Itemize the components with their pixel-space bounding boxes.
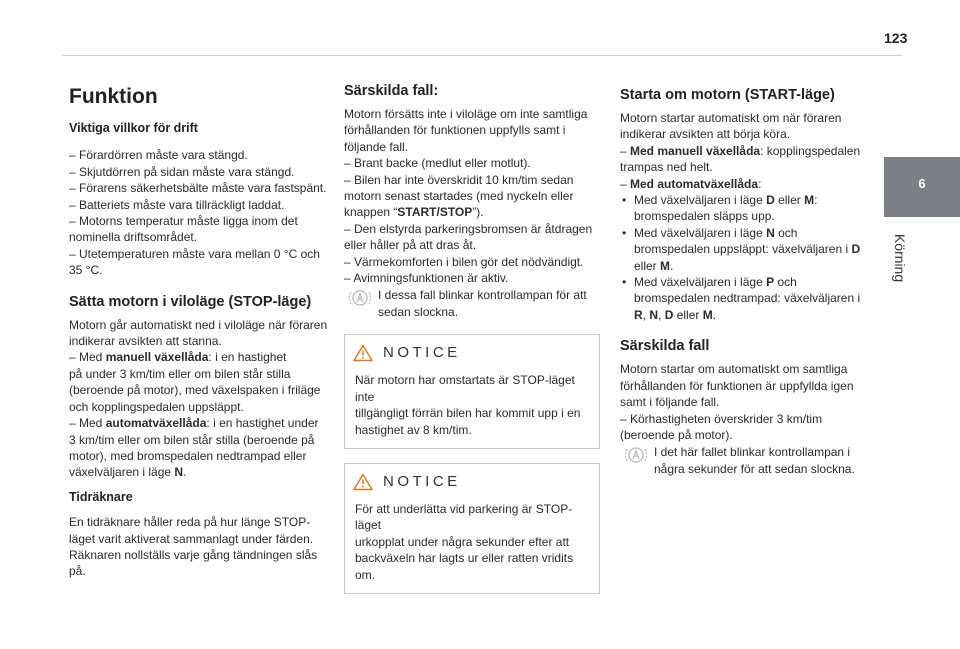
stop-auto-line: – Med automatväxellåda: i en hastighet under: [69, 416, 319, 431]
condition-line: – Förardörren måste vara stängd.: [69, 148, 248, 163]
condition-line: – Batteriets måste vara tillräckligt laddat.: [69, 197, 285, 212]
condition-line: – Motorns temperatur måste ligga inom det: [69, 214, 298, 229]
stop-auto-line: 3 km/tim eller om bilen står stilla (beroende på: [69, 432, 315, 447]
condition-line: – Skjutdörren på sidan måste vara stängd.: [69, 164, 295, 179]
warning-triangle-icon: [353, 473, 373, 491]
notice-box-1: NOTICE När motorn har omstartats är STOP-läget inte tillgängligt förrän bilen har kommit upp i en hastighet av 8 km/tim.: [344, 334, 600, 449]
chapter-label: Körning: [891, 233, 908, 283]
conditions-heading: Viktiga villkor för drift: [69, 121, 198, 135]
condition-line: nominella driftsområdet.: [69, 230, 198, 245]
bullet-item: • Med växelväljaren i läge D eller M:: [620, 192, 865, 208]
stop-manual-line: – Med manuell växellåda: i en hastighet: [69, 350, 287, 365]
special-line: förhållanden för funktionen uppfylls samt i: [344, 123, 566, 138]
bullet-item: • Med växelväljaren i läge P och: [620, 274, 865, 290]
condition-line: – Förarens säkerhetsbälte måste vara fastspänt.: [69, 181, 327, 196]
special-line: eller håller på att dras åt.: [344, 238, 477, 253]
timer-heading: Tidräknare: [69, 489, 133, 504]
timer-line: Räknaren nollställs varje gång tändningen slås: [69, 547, 318, 562]
special-cases-start-heading: Särskilda fall: [620, 338, 710, 355]
chapter-label-container: [872, 228, 927, 288]
chapter-number: 6: [918, 176, 926, 191]
special-line: – Brant backe (medlut eller motlut).: [344, 156, 531, 171]
stop-manual-line: och kopplingspedalen uppsläppt.: [69, 399, 244, 414]
special-line: – Värmekomforten i bilen gör det nödvändigt.: [344, 254, 584, 269]
start-manual-line: – Med manuell växellåda: kopplingspedalen: [620, 143, 861, 158]
notice-title: NOTICE: [383, 472, 461, 490]
stop-start-indicator-icon: [622, 444, 650, 466]
notice-box-2: NOTICE För att underlätta vid parkering är STOP-läget urkopplat under några sekunder efter att backväxeln har lagts ur eller ratten vridits om.: [344, 463, 600, 594]
stop-mode-heading: Sätta motorn i viloläge (STOP-läge): [69, 293, 312, 310]
stop-manual-line: (beroende på motor), med växelspaken i friläge: [69, 383, 321, 398]
timer-line: läget varit aktiverat sammanlagt under färden.: [69, 531, 314, 546]
special-line: följande fall.: [344, 139, 409, 154]
warning-triangle-icon: [353, 344, 373, 362]
special-line: – Den elstyrda parkeringsbromsen är åtdragen: [344, 221, 593, 236]
bullet-item: • Med växelväljaren i läge N och: [620, 225, 865, 241]
special-line: – Avimningsfunktionen är aktiv.: [344, 271, 509, 286]
stop-auto-line: motor), med bromspedalen nedtrampad eller: [69, 448, 307, 463]
special-line: – Bilen har inte överskridit 10 km/tim sedan: [344, 172, 574, 187]
stop-intro-line: Motorn går automatiskt ned i viloläge när föraren: [69, 317, 328, 332]
special-line: knappen “START/STOP”).: [344, 205, 484, 220]
special-line: motorn senast startades (med nyckeln eller: [344, 189, 574, 204]
page-number: 123: [884, 30, 908, 46]
header-divider: [62, 55, 902, 56]
stop-intro-line: indikerar avsikten att stanna.: [69, 334, 222, 349]
stop-start-indicator-icon: [346, 287, 374, 309]
column-middle: [344, 82, 600, 594]
timer-line: på.: [69, 564, 86, 579]
timer-line: En tidräknare håller reda på hur länge STOP-: [69, 515, 311, 530]
column-left: [69, 82, 329, 580]
stop-auto-line: växelväljaren i läge N.: [69, 465, 187, 480]
column-right: Starta om motorn (START-läge) Motorn startar automatiskt om när föraren indikerar avsikten att börja köra. – Med manuell växellåda: kopplingspedalen trampas ned helt. – Med automatväxellåda: • Med växelväljaren i läge D eller M: bromspedalen släpps upp. • Med växelväljaren i läge N och bromspedalen uppsläppt: växelväljaren i D eller M. • Med växelväljaren i läge P och bromspedalen nedtrampad: växelväljaren i R, N, D eller M. Särskilda fall Motorn startar om automatiskt om samtliga förhållanden för funktionen är uppfyllda igen samt i följande fall. – Körhastigheten överskrider 3 km/tim (beroende på motor). I det här fallet blinkar kontrollampan i några sekunder för att sedan slockna.: [620, 82, 865, 477]
special-cases-heading: Särskilda fall:: [344, 83, 439, 99]
indicator-note: I dessa fall blinkar kontrollampan för att sedan slockna.: [344, 287, 600, 320]
condition-line: – Utetemperaturen måste vara mellan 0 °C och: [69, 246, 320, 261]
indicator-note: I det här fallet blinkar kontrollampan i några sekunder för att sedan slockna.: [620, 444, 865, 477]
chapter-tab[interactable]: [884, 157, 960, 217]
notice-title: NOTICE: [383, 344, 461, 362]
special-line: Motorn försätts inte i viloläge om inte samtliga: [344, 107, 588, 121]
start-auto-line: – Med automatväxellåda:: [620, 176, 762, 191]
stop-manual-line: på under 3 km/tim eller om bilen står stilla: [69, 366, 291, 381]
start-mode-heading: Starta om motorn (START-läge): [620, 87, 835, 103]
condition-line: 35 °C.: [69, 263, 103, 278]
section-title: Funktion: [69, 85, 158, 108]
